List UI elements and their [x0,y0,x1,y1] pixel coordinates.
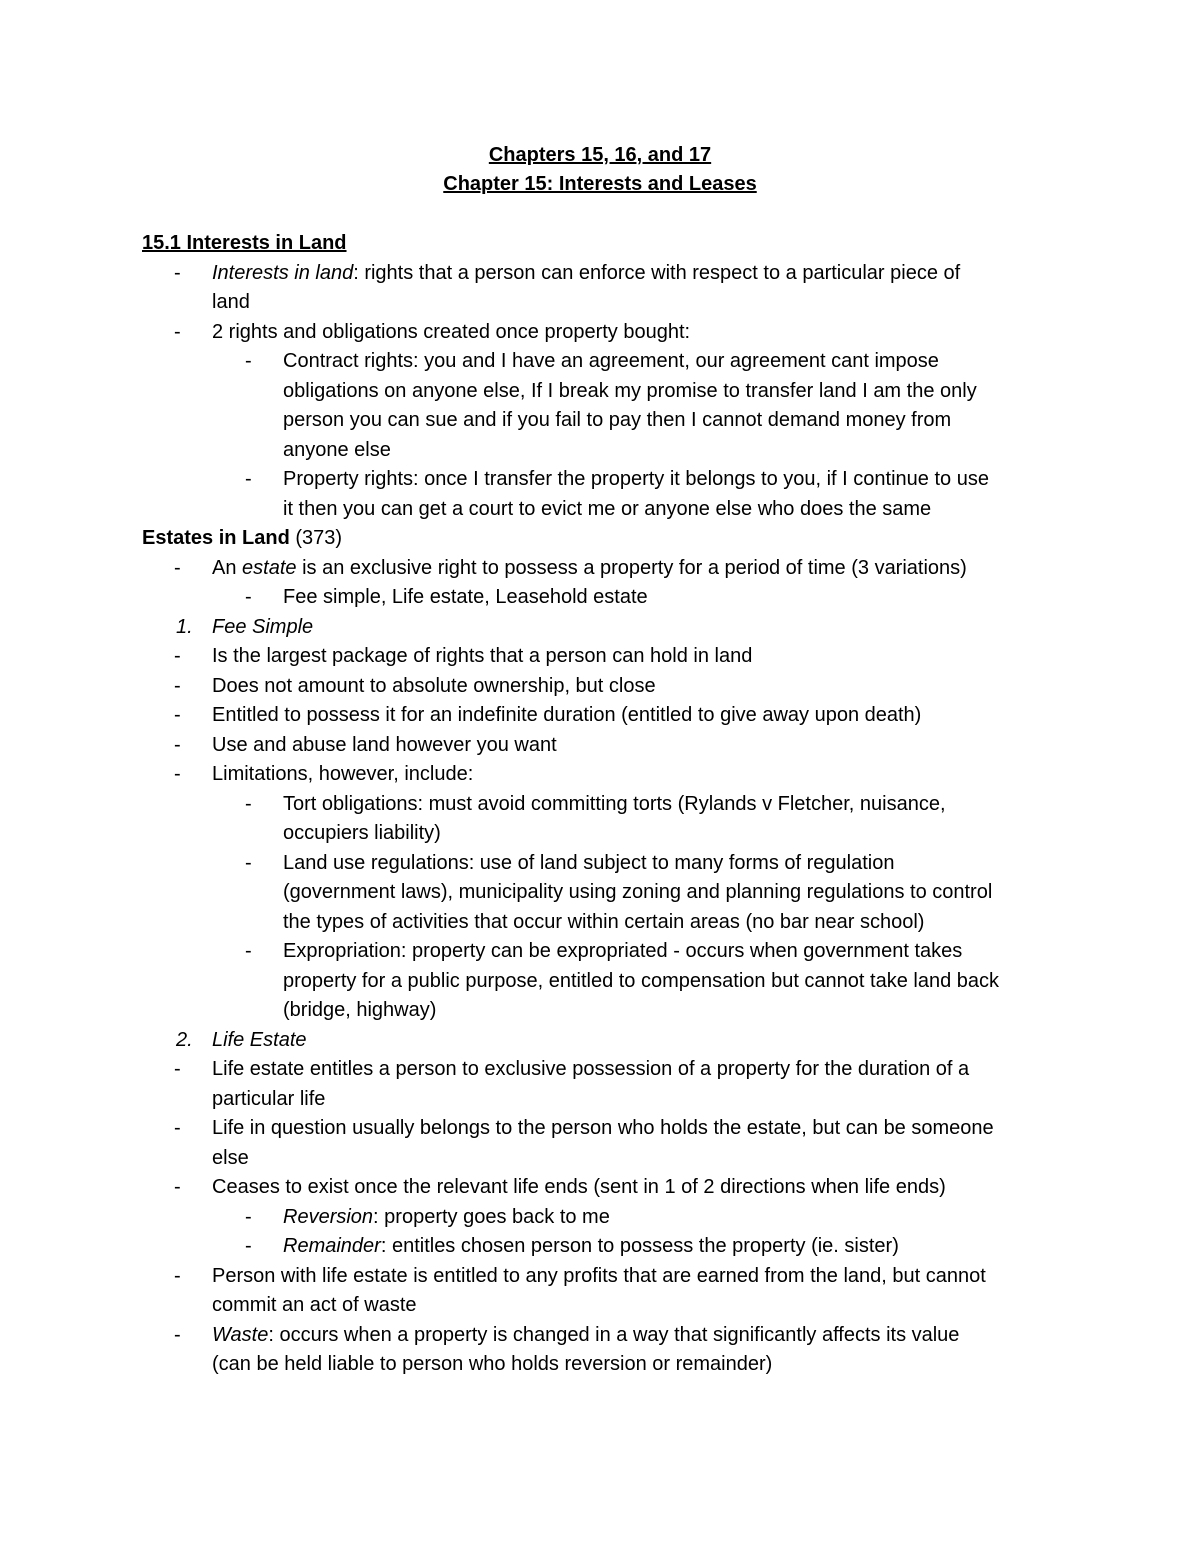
sub-list-item: - Fee simple, Life estate, Leasehold estate [245,586,648,608]
list-item-continuation: land [212,291,250,313]
sub-list-item: - Tort obligations: must avoid committing torts (Rylands v Fletcher, nuisance, [245,792,946,815]
sub-list-item-continuation: it then you can get a court to evict me or anyone else who does the same [283,497,932,520]
sub-list-item: - Land use regulations: use of land subject to many forms of regulation [245,851,895,874]
numbered-heading-fee-simple: 1. Fee Simple [176,615,314,638]
sub-list-item: - Remainder: entitles chosen person to possess the property (ie. sister) [245,1235,899,1257]
list-item: - An estate is an exclusive right to possess a property for a period of time (3 variations) [174,556,967,579]
list-item: - Does not amount to absolute ownership, but close [174,674,656,697]
list-item: - 2 rights and obligations created once property bought: [174,320,691,343]
list-item-continuation: else [212,1146,249,1169]
sub-list-item: - Reversion: property goes back to me [245,1205,610,1228]
sub-list-item-continuation: obligations on anyone else, If I break my promise to transfer land I am the only [283,379,977,402]
list-item: - Entitled to possess it for an indefinite duration (entitled to give away upon death) [174,704,922,726]
list-item: - Life estate entitles a person to exclusive possession of a property for the duration of a [174,1058,970,1080]
list-item: - Limitations, however, include: [174,763,474,785]
list-item-continuation: particular life [212,1087,326,1110]
list-item: - Use and abuse land however you want [174,733,557,756]
sub-list-item-continuation: the types of activities that occur within certain areas (no bar near school) [283,910,925,933]
numbered-heading-life-estate: 2. Life Estate [176,1028,307,1051]
section-heading-15-1: 15.1 Interests in Land [142,232,347,254]
sub-list-item: - Contract rights: you and I have an agreement, our agreement cant impose [245,350,939,372]
list-item: - Interests in land: rights that a person can enforce with respect to a particular piece of [174,261,961,284]
document-body [0,229,1200,1380]
sub-list-item: - Expropriation: property can be expropriated - occurs when government takes [245,940,963,962]
sub-list-item: - Property rights: once I transfer the property it belongs to you, if I continue to use [245,468,989,490]
list-item: - Is the largest package of rights that a person can hold in land [174,645,753,667]
list-item: - Person with life estate is entitled to any profits that are earned from the land, but cannot [174,1264,986,1287]
sub-list-item-continuation: (bridge, highway) [283,999,437,1021]
sub-list-item-continuation: property for a public purpose, entitled to compensation but cannot take land back [283,969,1000,992]
list-item-continuation: (can be held liable to person who holds reversion or remainder) [212,1353,773,1375]
section-heading-estates: Estates in Land (373) [142,527,343,549]
sub-list-item-continuation: occupiers liability) [283,822,441,844]
document-title: Chapters 15, 16, and 17 [488,144,712,166]
chapter-title: Chapter 15: Interests and Leases [443,173,757,195]
sub-list-item-continuation: person you can sue and if you fail to pay then I cannot demand money from [283,409,952,431]
list-item-continuation: commit an act of waste [212,1294,417,1316]
sub-list-item-continuation: (government laws), municipality using zoning and planning regulations to control [283,881,993,903]
sub-list-item-continuation: anyone else [283,438,391,461]
list-item: - Waste: occurs when a property is changed in a way that significantly affects its value [174,1323,960,1346]
list-item: - Life in question usually belongs to the person who holds the estate, but can be someone [174,1117,994,1139]
list-item: - Ceases to exist once the relevant life ends (sent in 1 of 2 directions when life ends) [174,1176,946,1198]
